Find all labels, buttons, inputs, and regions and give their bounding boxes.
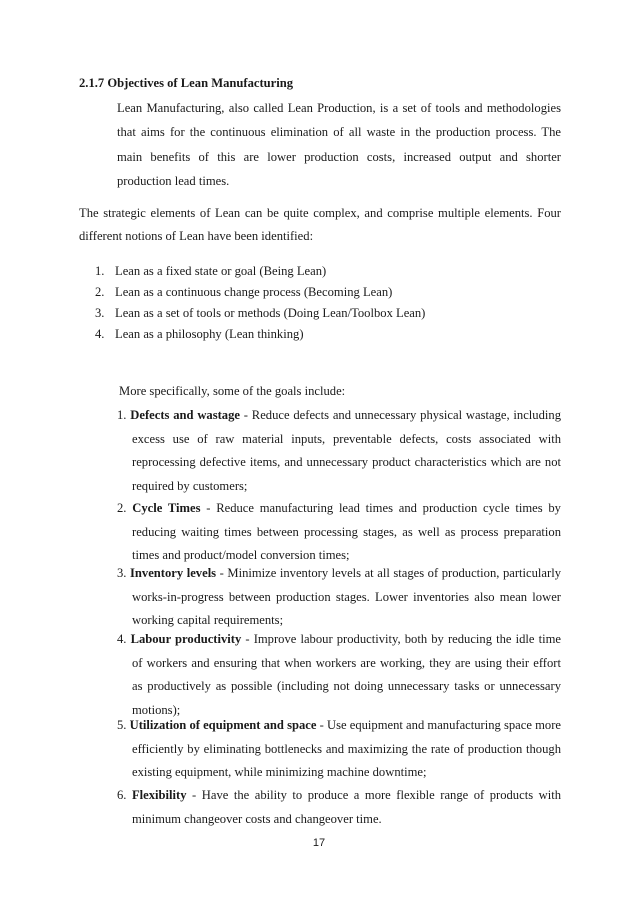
list-number: 4. <box>95 327 105 341</box>
list-number: 1. <box>95 264 105 278</box>
page-number: 17 <box>312 837 326 849</box>
goal-item-cycle-times <box>117 497 561 568</box>
goal-title: Labour productivity <box>130 632 242 646</box>
list-text: Lean as a continuous change process (Becoming Lean) <box>115 285 393 299</box>
goal-item-inventory <box>117 562 561 633</box>
goal-number: 3. <box>117 566 127 580</box>
goal-item-utilization <box>117 714 561 785</box>
goal-title: Inventory levels <box>130 566 217 580</box>
goal-text: - Reduce defects and unnecessary physical wastage, including excess use of raw material inputs, preventable defects, costs associated with reprocessing defective items, and unnecessary product characteristics which are not required by customers; <box>132 408 561 493</box>
notions-list <box>95 262 555 346</box>
intro-paragraph: Lean Manufacturing, also called Lean Production, is a set of tools and methodologies that aims for the continuous elimination of all waste in the production process. The main benefits of this are lower production costs, increased output and shorter production lead times. <box>117 101 561 189</box>
list-number: 3. <box>95 306 105 320</box>
goal-text: - Have the ability to produce a more flexible range of products with minimum changeover costs and changeover time. <box>132 788 561 826</box>
goal-text: - Minimize inventory levels at all stages of production, particularly works-in-progress between production stages. Lower inventories also mean lower working capital requirements; <box>132 566 561 628</box>
goal-title: Defects and wastage <box>130 408 240 422</box>
goal-number: 4. <box>117 632 127 646</box>
goal-number: 1. <box>117 408 127 422</box>
goal-text: - Reduce manufacturing lead times and production cycle times by reducing waiting times between processing stages, as well as process preparation times and product/model conversion times; <box>132 501 561 563</box>
goal-number: 6. <box>117 788 127 802</box>
goal-text: - Use equipment and manufacturing space more efficiently by eliminating bottlenecks and maximizing the rate of production though existing equipment, while minimizing machine downtime; <box>132 718 561 780</box>
goal-title: Flexibility <box>131 788 187 802</box>
goals-intro: More specifically, some of the goals include: <box>119 384 346 398</box>
goal-item-labour <box>117 628 561 722</box>
list-text: Lean as a set of tools or methods (Doing Lean/Toolbox Lean) <box>115 306 426 320</box>
goal-item-flexibility <box>117 784 561 831</box>
list-item <box>95 325 555 346</box>
list-text: Lean as a fixed state or goal (Being Lean) <box>115 264 327 278</box>
goal-number: 5. <box>117 718 127 732</box>
list-item <box>95 262 555 283</box>
list-item <box>95 283 555 304</box>
goal-title: Cycle Times <box>132 501 201 515</box>
list-item <box>95 304 555 325</box>
goal-number: 2. <box>117 501 127 515</box>
list-text: Lean as a philosophy (Lean thinking) <box>115 327 304 341</box>
goal-item-defects <box>117 404 561 498</box>
list-number: 2. <box>95 285 105 299</box>
strategic-paragraph: The strategic elements of Lean can be quite complex, and comprise multiple elements. Four different notions of Lean have been identified: <box>79 206 561 243</box>
goal-text: - Improve labour productivity, both by reducing the idle time of workers and ensuring that when workers are working, they are using their effort as productively as possible (including not doing unnecessary tasks or unnecessary motions); <box>132 632 561 717</box>
goal-title: Utilization of equipment and space <box>129 718 317 732</box>
section-heading: 2.1.7 Objectives of Lean Manufacturing <box>79 76 294 90</box>
